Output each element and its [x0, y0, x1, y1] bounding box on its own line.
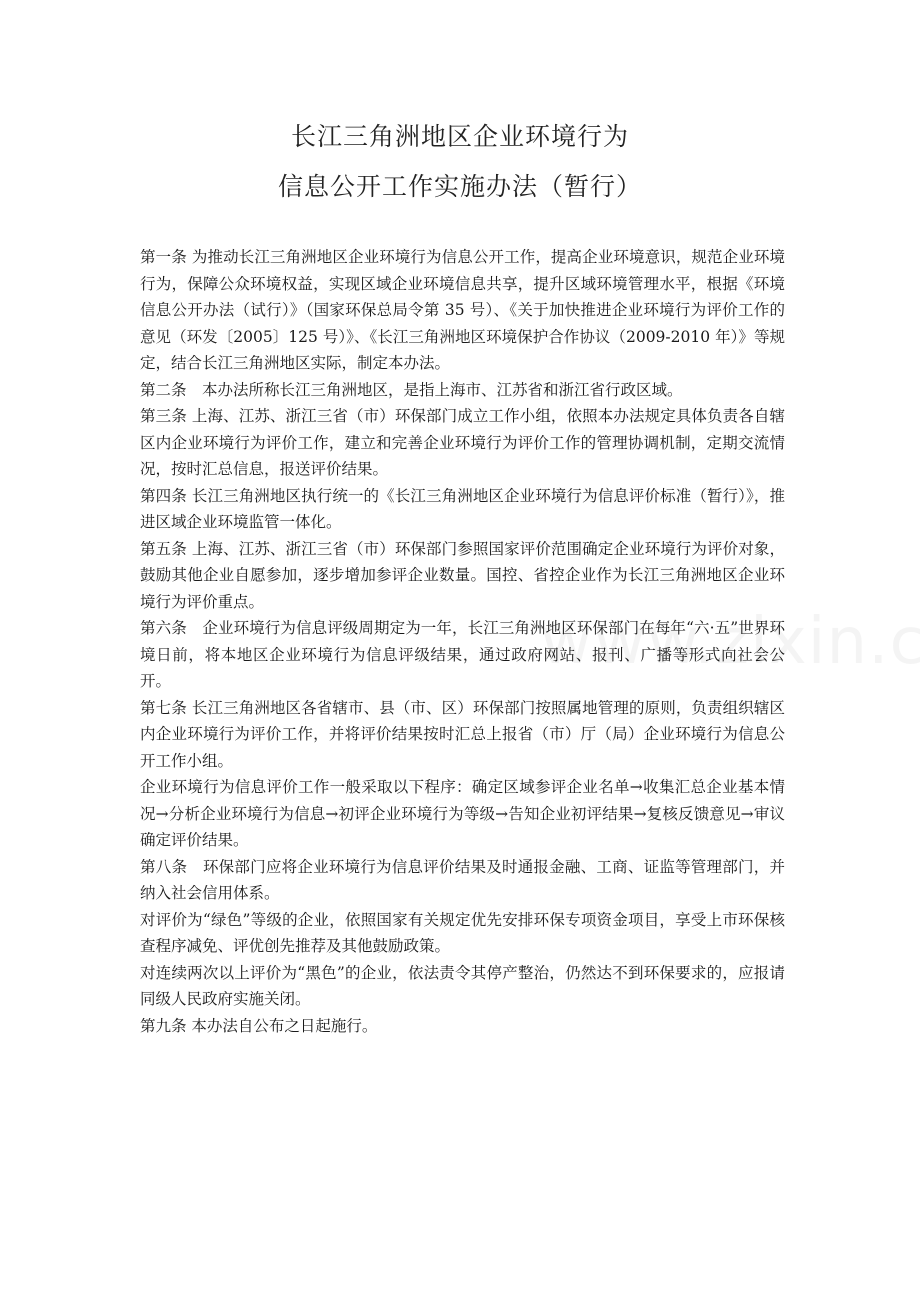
article-7-procedure: 企业环境行为信息评价工作一般采取以下程序：确定区域参评企业名单→收集汇总企业基本情况→分析企业环境行为信息→初评企业环境行为等级→告知企业初评结果→复核反馈意见→审议确定评价结果。	[140, 778, 785, 849]
article-3: 第三条 上海、江苏、浙江三省（市）环保部门成立工作小组，依照本办法规定具体负责各自辖区内企业环境行为评价工作，建立和完善企业环境行为评价工作的管理协调机制，定期交流情况，按时汇总信息，报送评价结果。	[140, 407, 785, 478]
article-1: 第一条 为推动长江三角洲地区企业环境行为信息公开工作，提高企业环境意识，规范企业环境行为，保障公众环境权益，实现区域企业环境信息共享，提升区域环境管理水平，根据《环境信息公开办法（试行）》（国家环保总局令第 35 号）、《关于加快推进企业环境行为评价工作的意见（环发〔2005〕125 号）》、《长江三角洲地区环境保护合作协议（2009-2010 年）》等规定，结合长江三角洲地区实际，制定本办法。	[140, 248, 785, 372]
article-9: 第九条 本办法自公布之日起施行。	[140, 1016, 378, 1035]
title-line-1: 长江三角洲地区企业环境行为	[290, 122, 629, 151]
article-8: 第八条 环保部门应将企业环境行为信息评价结果及时通报金融、工商、证监等管理部门，并纳入社会信用体系。	[140, 857, 785, 902]
document-title	[0, 112, 920, 212]
article-8-green: 对评价为“绿色”等级的企业，依照国家有关规定优先安排环保专项资金项目，享受上市环保核查程序减免、评优创先推荐及其他鼓励政策。	[140, 910, 785, 955]
title-line-2: 信息公开工作实施办法（暂行）	[277, 172, 642, 201]
article-6: 第六条 企业环境行为信息评级周期定为一年，长江三角洲地区环保部门在每年“六·五”世界环境日前，将本地区企业环境行为信息评级结果，通过政府网站、报刊、广播等形式向社会公开。	[140, 619, 785, 690]
document-body	[140, 244, 785, 1039]
article-2: 第二条 本办法所称长江三角洲地区，是指上海市、江苏省和浙江省行政区域。	[140, 380, 683, 399]
article-5: 第五条 上海、江苏、浙江三省（市）环保部门参照国家评价范围确定企业环境行为评价对象，鼓励其他企业自愿参加，逐步增加参评企业数量。国控、省控企业作为长江三角洲地区企业环境行为评价重点。	[140, 539, 785, 611]
article-8-black: 对连续两次以上评价为“黑色”的企业，依法责令其停产整治，仍然达不到环保要求的，应报请同级人民政府实施关闭。	[140, 963, 785, 1008]
article-4: 第四条 长江三角洲地区执行统一的《长江三角洲地区企业环境行为信息评价标准（暂行）》，推进区域企业环境监管一体化。	[140, 486, 785, 531]
article-7: 第七条 长江三角洲地区各省辖市、县（市、区）环保部门按照属地管理的原则，负责组织辖区内企业环境行为评价工作，并将评价结果按时汇总上报省（市）厅（局）企业环境行为信息公开工作小组。	[140, 698, 785, 770]
